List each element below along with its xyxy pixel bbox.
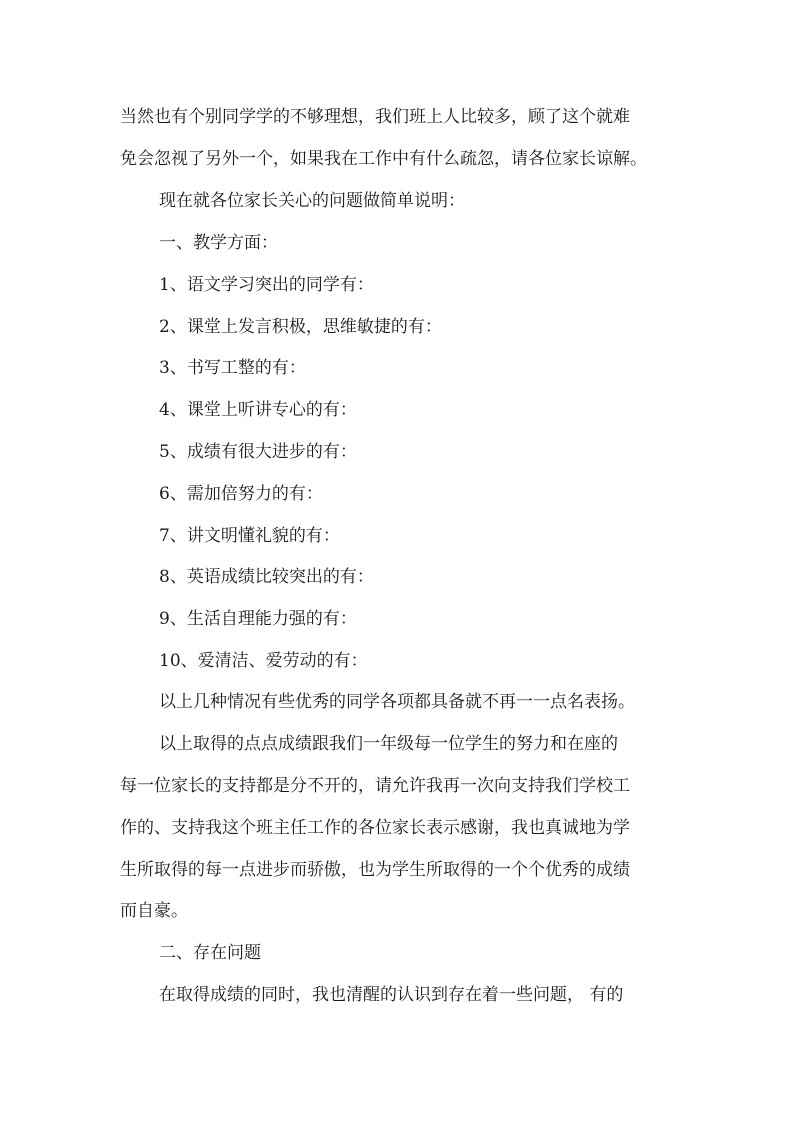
- list-item: 4、课堂上听讲专心的有：: [159, 400, 357, 420]
- list-item: 1、语文学习突出的同学有：: [159, 275, 374, 295]
- list-item: 10、爱清洁、爱劳动的有：: [159, 651, 368, 671]
- list-item: 5、成绩有很大进步的有：: [159, 442, 357, 462]
- text-line: 免会忽视了另外一个，如果我在工作中有什么疏忽，请各位家长谅解。: [120, 149, 647, 169]
- section-heading: 一、教学方面：: [159, 233, 278, 253]
- text-line: 生所取得的每一点进步而骄傲，也为学生所取得的一个个优秀的成绩: [120, 860, 630, 880]
- text-line: 每一位家长的支持都是分不开的，请允许我再一次向支持我们学校工: [120, 776, 630, 796]
- text-line: 作的、支持我这个班主任工作的各位家长表示感谢，我也真诚地为学: [120, 818, 630, 838]
- text-line: 现在就各位家长关心的问题做简单说明：: [159, 191, 465, 211]
- text-line: 以上取得的点点成绩跟我们一年级每一位学生的努力和在座的: [159, 734, 618, 754]
- text-line: 以上几种情况有些优秀的同学各项都具备就不再一一点名表扬。: [159, 692, 635, 712]
- list-item: 9、生活自理能力强的有：: [159, 609, 357, 629]
- list-item: 6、需加倍努力的有：: [159, 484, 323, 504]
- list-item: 7、讲文明懂礼貌的有：: [159, 526, 340, 546]
- list-item: 3、书写工整的有：: [159, 358, 306, 378]
- list-item: 2、课堂上发言积极，思维敏捷的有：: [159, 317, 442, 337]
- text-line: 在取得成绩的同时，我也清醒的认识到存在着一些问题， 有的: [159, 985, 624, 1005]
- list-item: 8、英语成绩比较突出的有：: [159, 567, 374, 587]
- section-heading: 二、存在问题: [159, 943, 261, 963]
- text-line: 而自豪。: [120, 901, 188, 921]
- text-line: 当然也有个别同学学的不够理想，我们班上人比较多，顾了这个就难: [120, 107, 630, 127]
